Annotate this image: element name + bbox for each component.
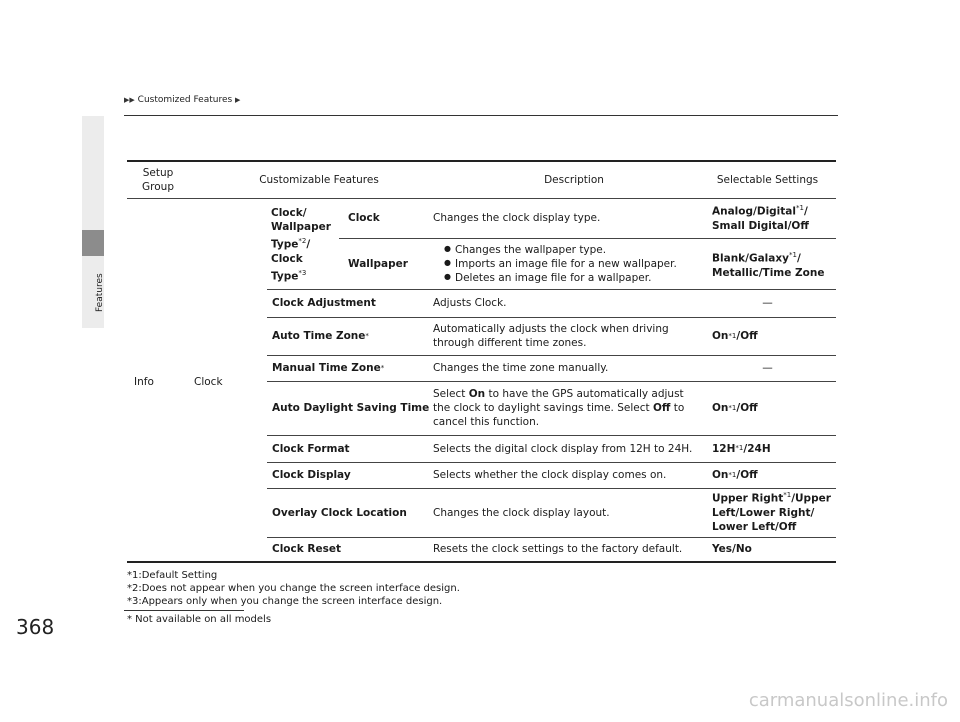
settings-auto-daylight-saving-time: On *1 /Off [712, 402, 758, 415]
clock-wallpaper-type-label: Clock/ Wallpaper Type$^{*2}$/ Clock Type$^{*3}$ [271, 207, 331, 282]
feature-auto-time-zone: Auto Time Zone * [272, 330, 369, 343]
breadcrumb-link[interactable]: Customized Features [137, 95, 233, 105]
page-number: 368 [16, 615, 55, 639]
settings-clock-adjustment: — [762, 297, 773, 310]
breadcrumb-arrow-icon: ▶ [235, 96, 241, 104]
group-clock: Clock [194, 375, 223, 388]
feature-wallpaper: Wallpaper [348, 257, 408, 270]
footnote-rule [124, 610, 244, 611]
description-clock: Changes the clock display type. [433, 211, 601, 224]
description-clock-display: Selects whether the clock display comes on. [433, 469, 667, 482]
footnote-2: *2:Does not appear when you change the screen interface design. [127, 583, 460, 594]
side-tab-marker [82, 230, 104, 256]
breadcrumb[interactable] [124, 95, 240, 105]
settings-overlay-clock-location: Upper Right$^{*1}$/Upper Left/Lower Right/ Lower Left/Off [712, 491, 831, 533]
header-setup-group: Setup Group [142, 166, 174, 193]
feature-clock: Clock [348, 211, 380, 224]
header-selectable-settings: Selectable Settings [716, 173, 819, 186]
description-clock-format: Selects the digital clock display from 12H to 24H. [433, 442, 693, 455]
header-rule [124, 115, 838, 116]
description-wallpaper: ● Changes the wallpaper type. ● Imports an image file for a new wallpaper. ● Deletes an image file for a wallpaper. [444, 240, 704, 288]
watermark: carmanualsonline.info [748, 690, 948, 711]
settings-manual-time-zone: — [762, 362, 773, 375]
footnotes [127, 569, 460, 608]
feature-clock-format: Clock Format [272, 442, 350, 455]
feature-manual-time-zone: Manual Time Zone * [272, 362, 385, 375]
header-description: Description [544, 173, 604, 186]
description-clock-adjustment: Adjusts Clock. [433, 297, 507, 310]
settings-wallpaper: Blank/Galaxy$^{*1}$/ Metallic/Time Zone [712, 251, 825, 279]
settings-auto-time-zone: On *1 /Off [712, 330, 758, 343]
settings-clock: Analog/Digital$^{*1}$/ Small Digital/Off [712, 204, 809, 232]
group-info: Info [134, 375, 154, 388]
section-label: Features [95, 273, 105, 312]
description-overlay-clock-location: Changes the clock display layout. [433, 506, 610, 519]
description-manual-time-zone: Changes the time zone manually. [433, 362, 609, 375]
footnote-1: *1:Default Setting [127, 570, 218, 581]
feature-auto-daylight-saving-time: Auto Daylight Saving Time [272, 402, 430, 415]
footnote-3: *3:Appears only when you change the screen interface design. [127, 596, 443, 607]
settings-clock-format: 12H *1 /24H [712, 442, 771, 455]
settings-clock-reset: Yes/No [712, 543, 752, 556]
not-available-note: * Not available on all models [127, 614, 272, 625]
feature-clock-display: Clock Display [272, 469, 351, 482]
feature-clock-adjustment: Clock Adjustment [272, 297, 376, 310]
header-customizable-features: Customizable Features [259, 173, 379, 186]
feature-clock-reset: Clock Reset [272, 543, 341, 556]
breadcrumb-arrow-icon: ▶▶ [124, 96, 135, 104]
feature-overlay-clock-location: Overlay Clock Location [272, 506, 407, 519]
description-clock-reset: Resets the clock settings to the factory default. [433, 543, 683, 556]
description-auto-daylight-saving-time: Select On to have the GPS automatically adjust the clock to daylight savings time. Select Off to cancel this function. [433, 388, 685, 429]
settings-clock-display: On *1 /Off [712, 469, 758, 482]
description-auto-time-zone: Automatically adjusts the clock when driving through different time zones. [433, 323, 669, 350]
